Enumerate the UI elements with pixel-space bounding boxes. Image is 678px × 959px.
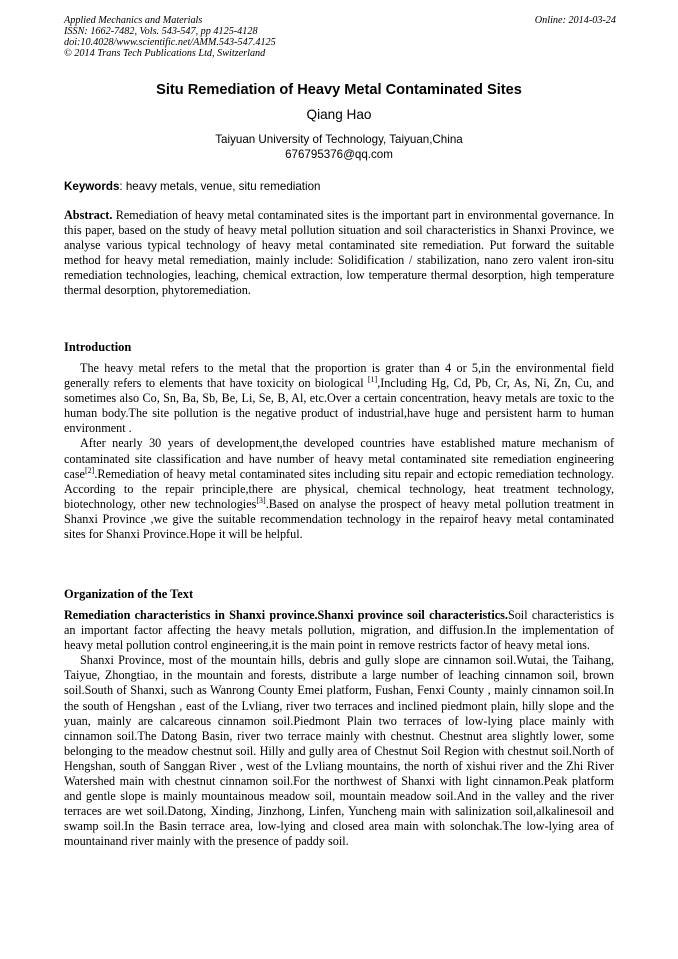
citation-2: [2]: [84, 465, 95, 475]
org-paragraph-1: [64, 608, 614, 653]
author-name: Qiang Hao: [306, 107, 372, 122]
copyright-line: © 2014 Trans Tech Publications Ltd, Switzerland: [64, 48, 266, 59]
org-paragraph-2: Shanxi Province, most of the mountain hills, debris and gully slope are cinnamon soil.Wutai, the Taihang, Taiyue, Zhongtiao, in the mountain and forests, distribute a large number of leaching cinnamon soil, brown soil.South of Shanxi, such as Wanrong County Emei platform, Fushan, Fenxi County , mainly cinnamon soil.In the south of Hengshan , east of the Lvliang, river two terraces and inclined piedmont plain, hilly slope and the yuan, mainly are calcareous cinnamon soil.Piedmont Plain two terraces of low-lying place mainly with cinnamon soil.The Datong Basin, river two terrace mainly with chestnut. Chestnut area slightly lower, some belonging to the meadow chestnut soil. Hilly and gully area of Chestnut Soil Region with chestnut soil.North of Hengshan, south of Sanggan River , west of the Lvliang mountains, the north of xishui river and the Zhi River Watershed main with chestnut cinnamon soil.For the northwest of Shanxi with light cinnamon.Peak platform and gentle slope is mainly mountainous meadow soil, mountain meadow soil.And in the valley and the river terraces are wet soil.Datong, Xinding, Jinzhong, Linfen, Yuncheng main with salinization soil,alkalinesoil and swamp soil.In the Basin terrace area, low-lying and closed area main with solonchak.The low-lying area of mountainand river mainly with the presence of paddy soil.: [64, 653, 614, 849]
intro-p2-text-cont: .Remediation of heavy metal contaminated sites including situ repair and ectopic remediation technology. According to the repair principle,there are physical, chemical technology, heat treatment technology, biotechnology, other new technologies: [64, 466, 614, 511]
affiliation-block: [0, 132, 678, 162]
citation-1: [1]: [367, 375, 378, 385]
abstract-text: Remediation of heavy metal contaminated sites is the important part in environmental governance. In this paper, based on the study of heavy metal pollution situation and soil characteristics in Shanxi Province, we analyse various typical technology of heavy metal contaminated site remediation. Put forward the suitable method for heavy metal remediation, mainly include: Solidification / stabilization, nano zero valent iron-situ remediation technologies, leaching, chemical extraction, low temperature thermal desorption, high temperature thermal desorption, phytoremediation.: [64, 208, 614, 298]
organization-body: [64, 608, 614, 850]
intro-paragraph-2: [64, 436, 614, 542]
keywords-label: Keywords: [64, 180, 120, 193]
journal-name: Applied Mechanics and Materials: [64, 15, 203, 26]
intro-p2-text: After nearly 30 years of development,the developed countries have established mature mechanism of contaminated site classification and have number of heavy metal contaminated site remediation engineering case: [64, 436, 614, 481]
introduction-heading: Introduction: [64, 340, 132, 354]
keywords-line: [64, 180, 320, 193]
organization-heading: Organization of the Text: [64, 587, 194, 601]
journal-header: [64, 15, 616, 59]
org-p1-text: Soil characteristics is an important factor affecting the heavy metals pollution, migration, and diffusion.In the implementation of heavy metal pollution control engineering,it is the main point in remove restricts factor of heavy metal ions.: [64, 608, 614, 653]
abstract-label: Abstract.: [64, 208, 113, 222]
introduction-body: [64, 361, 614, 542]
email: 676795376@qq.com: [285, 148, 393, 161]
issn-line: ISSN: 1662-7482, Vols. 543-547, pp 4125-4128: [64, 26, 258, 37]
intro-p1-text: The heavy metal refers to the metal that the proportion is grater than 4 or 5,in the environmental field generally refers to elements that have toxicity on biological: [64, 361, 614, 391]
intro-p1-text-cont: ,Including Hg, Cd, Pb, Cr, As, Ni, Zn, Cu, and sometimes also Co, Sn, Ba, Sb, Be, Li, Se, B, Al, etc.Over a certain concentration, heavy metals are toxic to the human body.The site pollution is the negative product of industrial,have huge and persistent harm to human environment .: [64, 376, 614, 436]
online-date: Online: 2014-03-24: [534, 15, 616, 26]
org-p1-bold: Remediation characteristics in Shanxi province.Shanxi province soil characteristics.: [64, 608, 508, 622]
paper-title: Situ Remediation of Heavy Metal Contaminated Sites: [156, 82, 522, 98]
citation-3: [3]: [256, 495, 266, 505]
abstract-block: [64, 208, 614, 299]
intro-p2-text-end: .Based on analyse the prospect of heavy metal pollution treatment in Shanxi Province ,we give the suitable recommendation technology in the repairof heavy metal contaminated sites for Shanxi Province.Hope it will be helpful.: [64, 496, 614, 542]
intro-paragraph-1: [64, 361, 614, 436]
affiliation: Taiyuan University of Technology, Taiyuan,China: [215, 133, 463, 146]
doi-line: doi:10.4028/www.scientific.net/AMM.543-547.4125: [64, 37, 276, 48]
keywords-text: : heavy metals, venue, situ remediation: [119, 180, 321, 193]
